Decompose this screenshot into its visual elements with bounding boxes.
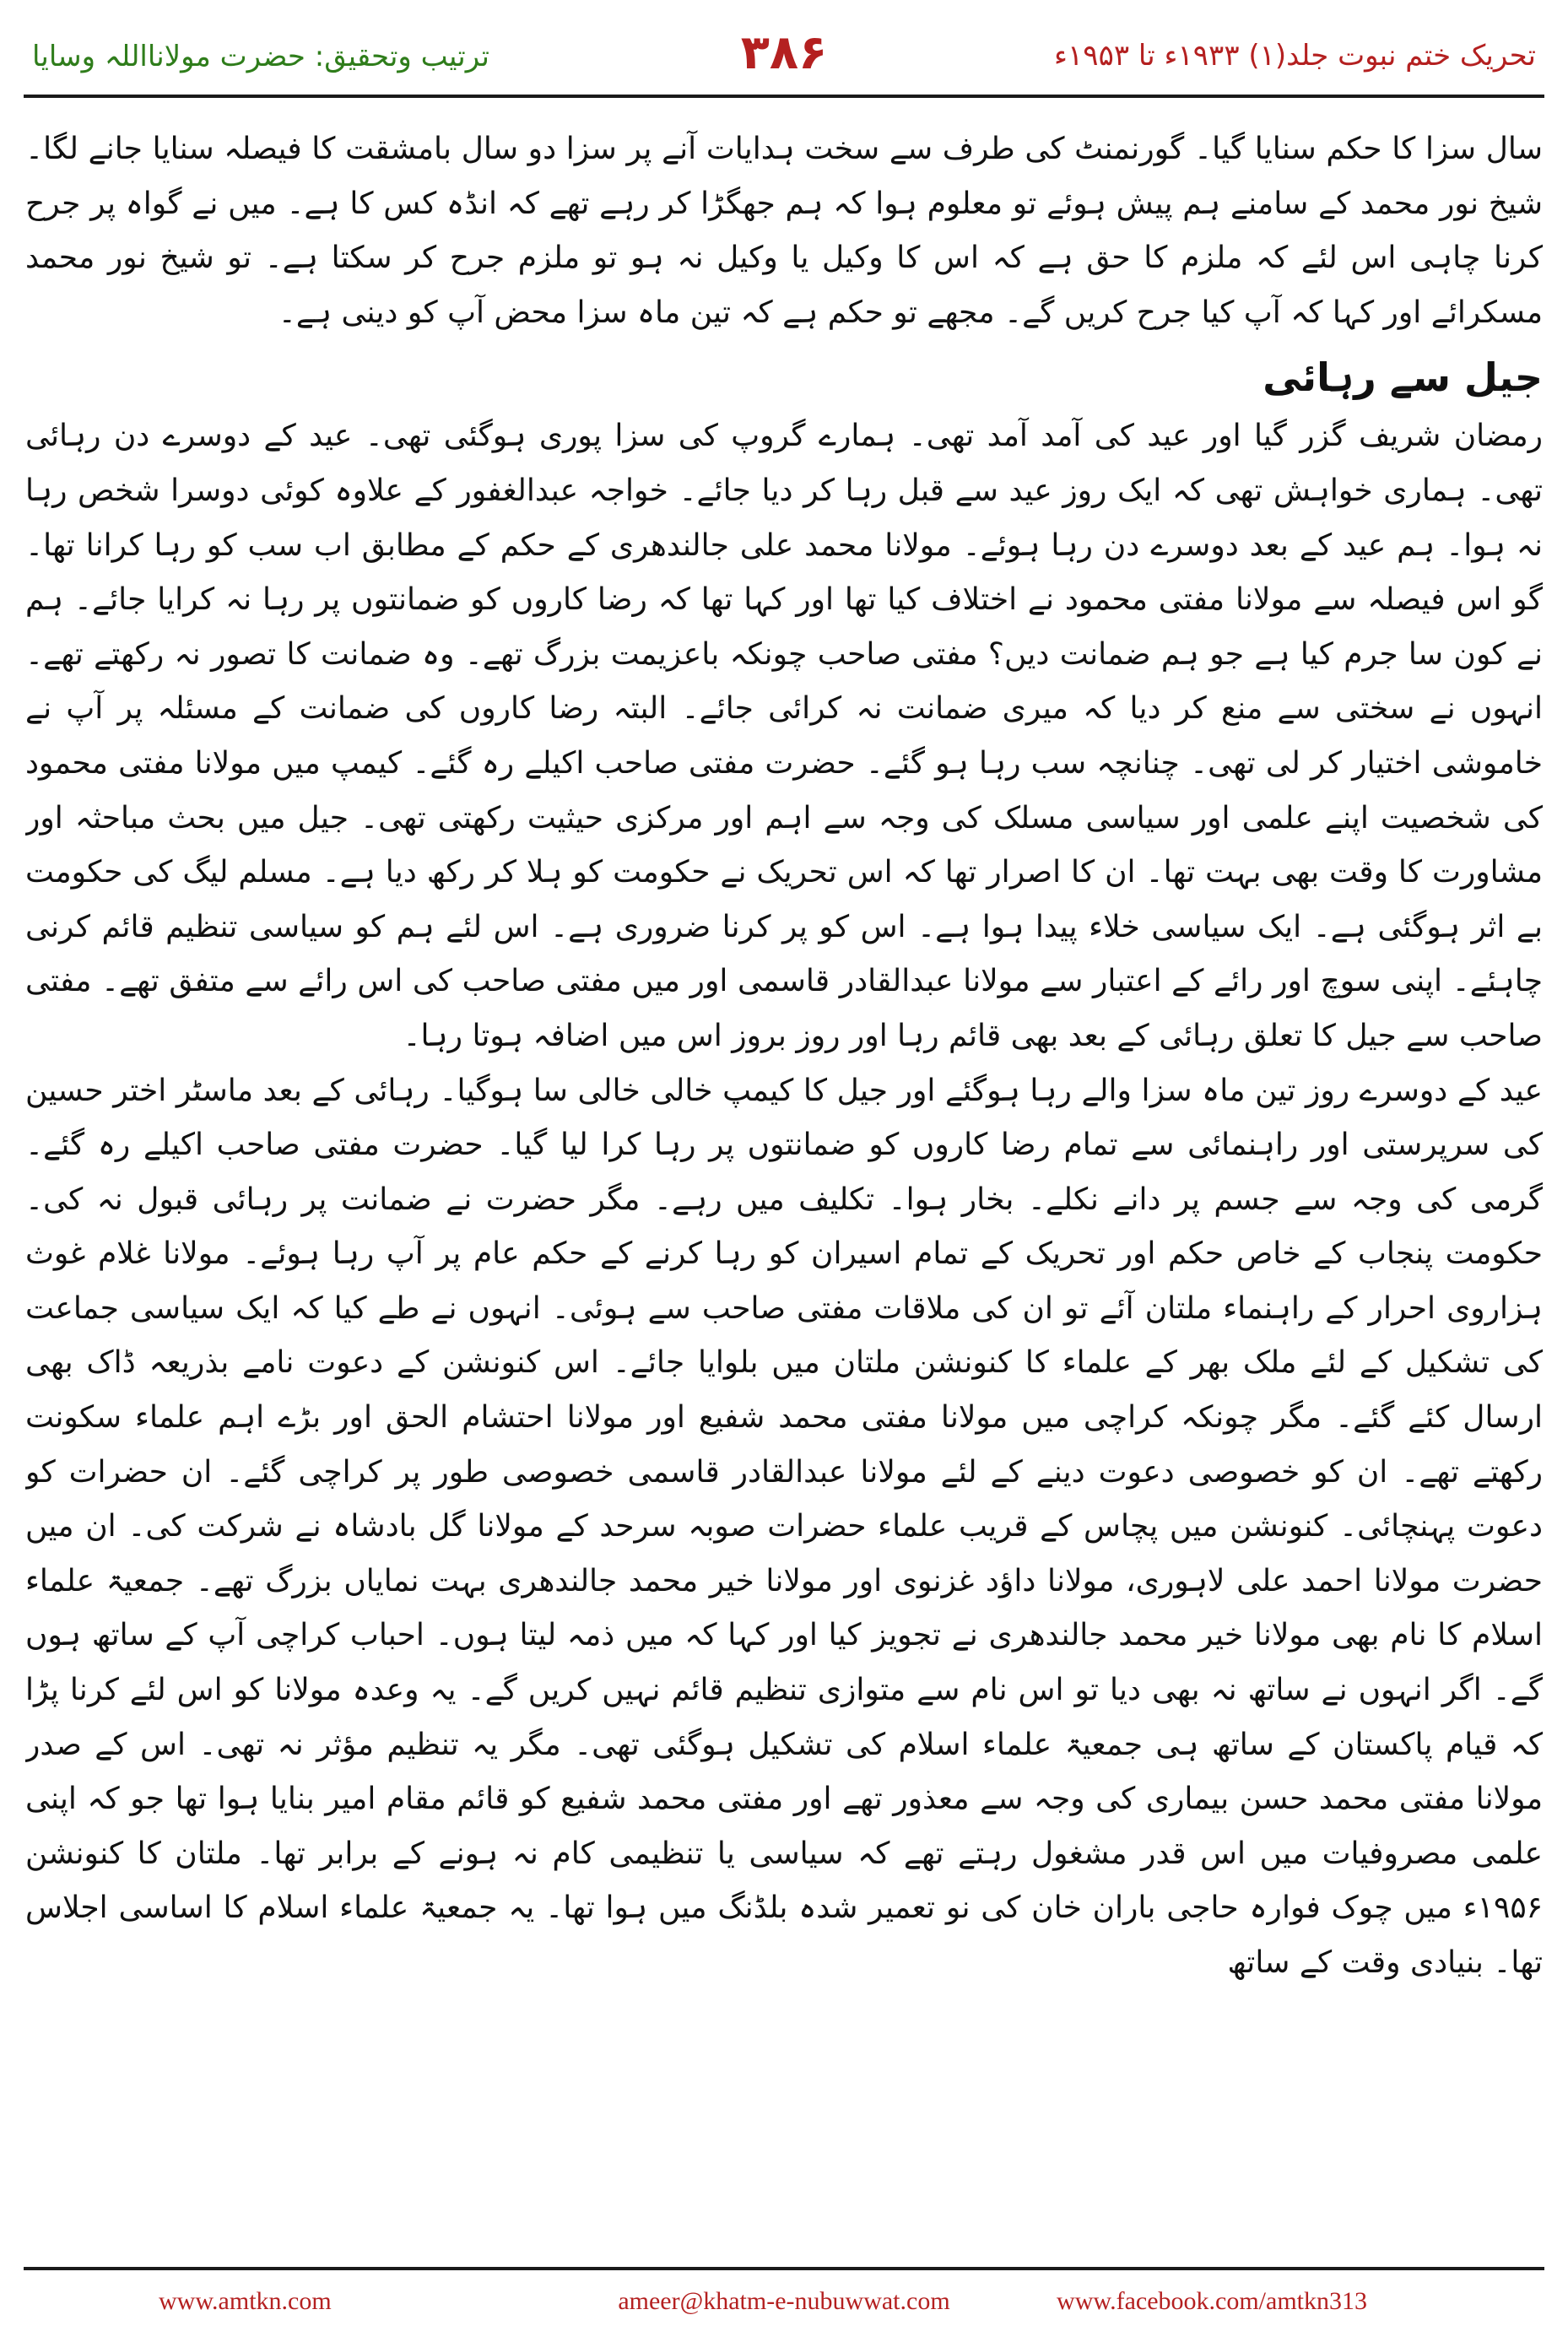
footer-divider — [24, 2267, 1544, 2270]
header-divider — [24, 95, 1544, 98]
book-title: تحریک ختم نبوت جلد(۱) ۱۹۳۳ء تا ۱۹۵۳ء — [1054, 39, 1536, 73]
facebook-link[interactable]: www.facebook.com/amtkn313 — [1057, 2287, 1367, 2315]
paragraph-3: عید کے دوسرے روز تین ماہ سزا والے رہا ہوگئے اور جیل کا کیمپ خالی خالی سا ہوگیا۔ رہائی کے بعد ماسٹر اختر حسین کی سرپرستی اور راہنمائی سے تمام رضا کاروں کو ضمانتوں پر رہا کرا لیا گیا۔ حضرت مفتی صاحب اکیلے رہ گئے۔ گرمی کی وجہ سے جسم پر دانے نکلے۔ بخار ہوا۔ تکلیف میں رہے۔ مگر حضرت نے ضمانت پر رہائی قبول نہ کی۔ حکومت پنجاب کے خاص حکم اور تحریک کے تمام اسیران کو رہا کرنے کے حکم عام پر آپ رہا ہوئے۔ مولانا غلام غوث ہزاروی احرار کے راہنماء ملتان آئے تو ان کی ملاقات مفتی صاحب سے ہوئی۔ انہوں نے طے کیا کہ ایک سیاسی جماعت کی تشکیل کے لئے ملک بھر کے علماء کا کنونشن ملتان میں بلوایا جائے۔ اس کنونشن کے دعوت نامے بذریعہ ڈاک بھی ارسال کئے گئے۔ مگر چونکہ کراچی میں مولانا مفتی محمد شفیع اور مولانا احتشام الحق اور بڑے اہم علماء سکونت رکھتے تھے۔ ان کو خصوصی دعوت دینے کے لئے مولانا عبدالقادر قاسمی خصوصی طور پر کراچی گئے۔ ان حضرات کو دعوت پہنچائی۔ کنونشن میں پچاس کے قریب علماء حضرات صوبہ سرحد کے مولانا گل بادشاہ نے شرکت کی۔ ان میں حضرت مولانا احمد علی لاہوری، مولانا داؤد غزنوی اور مولانا خیر محمد جالندھری بہت نمایاں بزرگ تھے۔ جمعیۃ علماء اسلام کا نام بھی مولانا خیر محمد جالندھری نے تجویز کیا اور کہا کہ میں ذمہ لیتا ہوں۔ احباب کراچی آپ کے ساتھ ہوں گے۔ اگر انہوں نے ساتھ نہ بھی دیا تو اس نام سے متوازی تنظیم قائم نہیں کریں گے۔ یہ وعدہ مولانا کو اس لئے کرنا پڑا کہ قیام پاکستان کے ساتھ ہی جمعیۃ علماء اسلام کی تشکیل ہوگئی تھی۔ مگر یہ تنظیم مؤثر نہ تھی۔ اس کے صدر مولانا مفتی محمد حسن بیماری کی وجہ سے معذور تھے اور مفتی محمد شفیع کو قائم مقام امیر بنایا ہوا تھا جو کہ اپنی علمی مصروفیات میں اس قدر مشغول رہتے تھے کہ سیاسی یا تنظیمی کام نہ ہونے کے برابر تھا۔ ملتان کا کنونشن ۱۹۵۶ء میں چوک فوارہ حاجی باران خان کی نو تعمیر شدہ بلڈنگ میں ہوا تھا۔ یہ جمعیۃ علماء اسلام کا اساسی اجلاس تھا۔ بنیادی وقت کے ساتھ — [25, 1073, 1543, 1980]
page-header — [24, 24, 1544, 93]
compiler-credit: ترتیب وتحقیق: حضرت مولانااللہ وسایا — [32, 40, 489, 73]
page-number: ۳۸۶ — [740, 25, 828, 80]
email-link[interactable]: ameer@khatm-e-nubuwwat.com — [618, 2287, 950, 2315]
paragraph-2: رمضان شریف گزر گیا اور عید کی آمد آمد تھی۔ ہمارے گروپ کی سزا پوری ہوگئی تھی۔ عید کے دوسرے دن رہائی تھی۔ ہماری خواہش تھی کہ ایک روز عید سے قبل رہا کر دیا جائے۔ خواجہ عبدالغفور کے علاوہ کوئی دوسرا شخص رہا نہ ہوا۔ ہم عید کے بعد دوسرے دن رہا ہوئے۔ مولانا محمد علی جالندھری کے حکم کے مطابق اب سب کو رہا کرانا تھا۔ گو اس فیصلہ سے مولانا مفتی محمود نے اختلاف کیا تھا اور کہا تھا کہ رضا کاروں کو ضمانتوں پر رہا نہ کرایا جائے۔ ہم نے کون سا جرم کیا ہے جو ہم ضمانت دیں؟ مفتی صاحب چونکہ باعزیمت بزرگ تھے۔ وہ ضمانت کا تصور نہ رکھتے تھے۔ انہوں نے سختی سے منع کر دیا کہ میری ضمانت نہ کرائی جائے۔ البتہ رضا کاروں کی ضمانت کے مسئلہ پر آپ نے خاموشی اختیار کر لی تھی۔ چنانچہ سب رہا ہو گئے۔ حضرت مفتی صاحب اکیلے رہ گئے۔ کیمپ میں مولانا مفتی محمود کی شخصیت اپنے علمی اور سیاسی مسلک کی وجہ سے اہم اور مرکزی حیثیت رکھتی تھی۔ جیل میں بحث مباحثہ اور مشاورت کا وقت بھی بہت تھا۔ ان کا اصرار تھا کہ اس تحریک نے حکومت کو ہلا کر رکھ دیا ہے۔ مسلم لیگ کی حکومت بے اثر ہوگئی ہے۔ ایک سیاسی خلاء پیدا ہوا ہے۔ اس کو پر کرنا ضروری ہے۔ اس لئے ہم کو سیاسی تنظیم قائم کرنی چاہئے۔ اپنی سوچ اور رائے کے اعتبار سے مولانا عبدالقادر قاسمی اور میں مفتی صاحب کی اس رائے سے متفق تھے۔ مفتی صاحب سے جیل کا تعلق رہائی کے بعد بھی قائم رہا اور روز بروز اس میں اضافہ ہوتا رہا۔ — [25, 419, 1543, 1053]
paragraph-1: سال سزا کا حکم سنایا گیا۔ گورنمنٹ کی طرف سے سخت ہدایات آنے پر سزا دو سال بامشقت کا فیصلہ سنایا جانے لگا۔ شیخ نور محمد کے سامنے ہم پیش ہوئے تو معلوم ہوا کہ ہم جھگڑا کر رہے تھے کہ انڈہ کس کا ہے۔ میں نے گواہ پر جرح کرنا چاہی اس لئے کہ ملزم کا حق ہے کہ اس کا وکیل یا وکیل نہ ہو تو ملزم جرح کر سکتا ہے۔ تو شیخ نور محمد مسکرائے اور کہا کہ آپ کیا جرح کریں گے۔ مجھے تو حکم ہے کہ تین ماہ سزا محض آپ کو دینی ہے۔ — [25, 132, 1543, 330]
section-heading: جیل سے رہائی — [1263, 354, 1543, 401]
website-link[interactable]: www.amtkn.com — [159, 2287, 332, 2315]
page-footer — [24, 2279, 1544, 2323]
page-body — [25, 122, 1543, 2249]
